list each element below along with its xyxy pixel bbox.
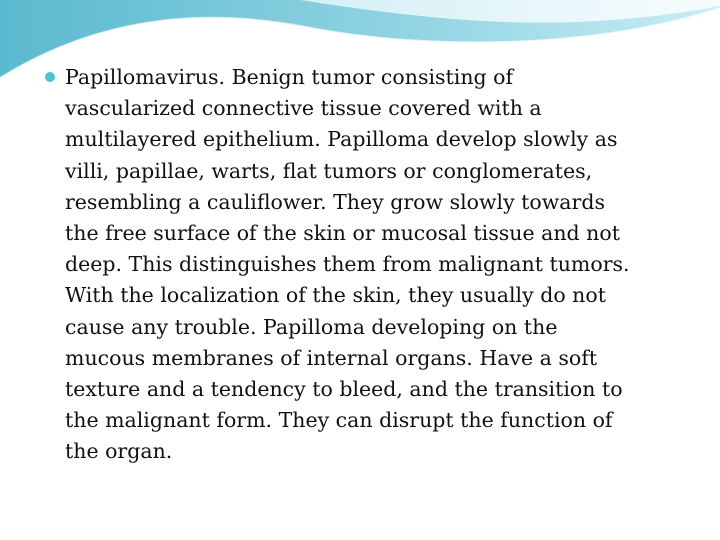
slide-body [45, 62, 695, 468]
bullet-text: Papillomavirus. Benign tumor consisting of vascularized connective tissue covered with a multilayered epithelium. Papilloma develop slowly as villi, papillae, warts, flat tumors or conglomerates, resembling a cauliflower. They grow slowly towards the free surface of the skin or mucosal tissue and not deep. This distinguishes them from malignant tumors. With the localization of the skin, they usually do not cause any trouble. Papilloma developing on the mucous membranes of internal organs. Have a soft texture and a tendency to bleed, and the transition to the malignant form. They can disrupt the function of the organ. [65, 65, 630, 464]
bullet-item [45, 62, 695, 468]
bullet-dot-icon [45, 72, 55, 82]
